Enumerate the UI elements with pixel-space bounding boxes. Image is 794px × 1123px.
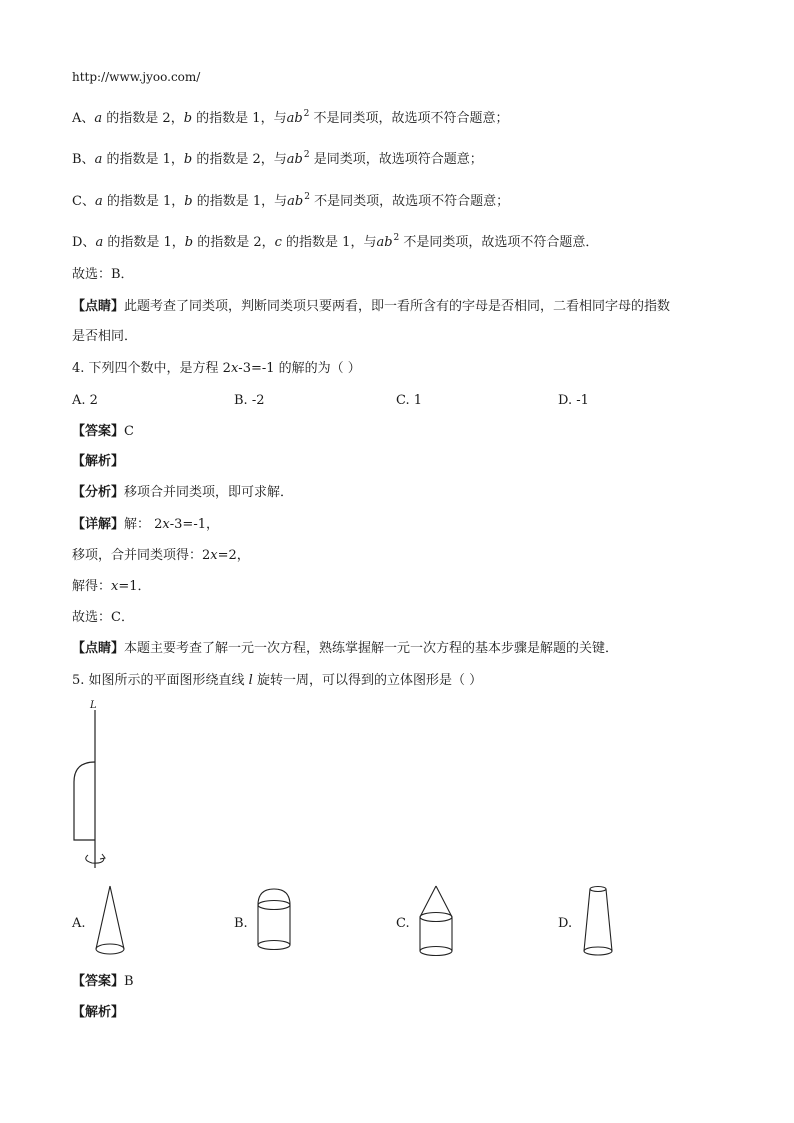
- q4-answer: 【答案】C: [72, 424, 134, 439]
- q4-option-c[interactable]: C. 1: [396, 393, 423, 408]
- q3-option-b: B、a 的指数是 1，b 的指数是 2，与$ab^2$ 是同类项，故选项符合题意；: [72, 150, 483, 167]
- q4-step2: 移项，合并同类项得：2x=2，: [72, 548, 250, 563]
- half-profile: [74, 762, 95, 840]
- q4-fenxi: 【分析】移项合并同类项，即可求解．: [72, 485, 294, 500]
- q3-option-d: D、a 的指数是 1，b 的指数是 2，c 的指数是 1，与$ab^2$ 不是同类项，故选项不符合题意．: [72, 233, 599, 250]
- cylinder-with-dome-figure[interactable]: [252, 883, 296, 963]
- q3-option-a: A、a 的指数是 2，b 的指数是 1，与$ab^2$ 不是同类项，故选项不符合题意；: [72, 109, 509, 126]
- q4-choice: 故选：C．: [72, 610, 134, 625]
- cone-on-cylinder-figure[interactable]: [414, 883, 458, 963]
- axis-label: L: [90, 700, 97, 711]
- q5-analysis-tag: 【解析】: [72, 1005, 125, 1020]
- q3-option-c: C、a 的指数是 1，b 的指数是 1，与$ab^2$ 不是同类项，故选项不符合题意；: [72, 192, 510, 209]
- q5-answer: 【答案】B: [72, 974, 134, 989]
- frustum-figure[interactable]: [578, 883, 622, 963]
- rotation-figure: [60, 700, 120, 870]
- source-url: http://www.jyoo.com/: [72, 70, 201, 84]
- q5-stem: 5. 如图所示的平面图形绕直线 l 旋转一周，可以得到的立体图形是（ ）: [72, 673, 483, 688]
- q4-option-b[interactable]: B. -2: [234, 393, 265, 408]
- q3-choice: 故选：B．: [72, 267, 134, 282]
- cone-figure[interactable]: [90, 883, 130, 963]
- q4-analysis-tag: 【解析】: [72, 454, 125, 469]
- q4-xiangjie: 【详解】解： 2x-3=-1，: [72, 517, 219, 532]
- q4-stem: 4. 下列四个数中，是方程 2x-3=-1 的解的为（ ）: [72, 361, 361, 376]
- q4-comment: 【点睛】本题主要考查了解一元一次方程，熟练掌握解一元一次方程的基本步骤是解题的关键．: [72, 641, 619, 656]
- q5-option-b-label[interactable]: B.: [234, 916, 248, 931]
- q4-option-a[interactable]: A. 2: [72, 393, 98, 408]
- q3-comment-cont: 是否相同．: [72, 329, 138, 344]
- q5-option-c-label[interactable]: C.: [396, 916, 410, 931]
- q4-option-d[interactable]: D. -1: [558, 393, 589, 408]
- q4-step3: 解得：x=1．: [72, 579, 151, 594]
- q3-comment: 【点睛】此题考查了同类项，判断同类项只要两看，即一看所含有的字母是否相同，二看相同字母的指数: [72, 299, 671, 314]
- q5-option-d-label[interactable]: D.: [558, 916, 573, 931]
- comment-tag: 【点睛】: [72, 299, 125, 314]
- q5-option-a-label[interactable]: A.: [72, 916, 86, 931]
